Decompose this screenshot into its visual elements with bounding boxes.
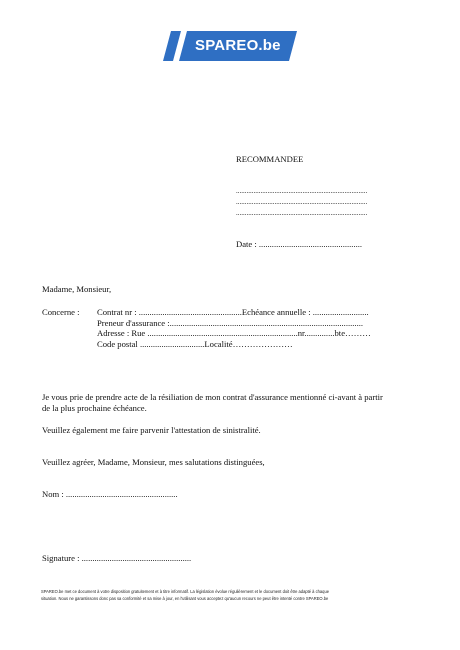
signature-line: Signature : ................................................... — [42, 553, 192, 563]
footer-disclaimer — [41, 588, 421, 602]
address-line-2: ........................................................................... — [236, 198, 368, 206]
body-paragraph-1-line-1: Je vous prie de prendre acte de la résiliation de mon contrat d'assurance mentionné ci-avant à partir — [42, 392, 383, 402]
concerne-label: Concerne : — [42, 307, 80, 317]
spareo-logo — [163, 31, 297, 61]
body-paragraph-1-line-2: de la plus prochaine échéance. — [42, 403, 147, 413]
closing-formula: Veuillez agréer, Madame, Monsieur, mes salutations distinguées, — [42, 457, 265, 467]
name-line: Nom : .................................................... — [42, 489, 178, 499]
logo-text: SPAREO.be — [195, 37, 281, 54]
concerne-address-line: Adresse : Rue ......................................................................nr..............bte……… — [97, 328, 371, 338]
concerne-postal-line: Code postal ..............................Localité………………… — [97, 339, 293, 349]
body-paragraph-2: Veuillez également me faire parvenir l'attestation de sinistralité. — [42, 425, 261, 435]
footer-line-2: situation. Nous ne garantissons donc pas sa conformité et sa mise à jour, en l'utilisant vous acceptez qu'aucun recours ne peut être intenté contre SPAREO.be — [41, 596, 329, 601]
greeting: Madame, Monsieur, — [42, 284, 112, 294]
date-line: Date : ................................................ — [236, 239, 363, 249]
address-line-3: ........................................................................... — [236, 209, 368, 217]
recommandee-heading: RECOMMANDEE — [236, 154, 304, 164]
concerne-preneur-line: Preneur d'assurance :.......................................................................................... — [97, 318, 364, 328]
footer-line-1: SPAREO.be met ce document à votre disposition gratuitement et à titre informatif. La législation évolue régulièrement et le document doit être adapté à chaque — [41, 589, 330, 594]
address-line-1: ........................................................................... — [236, 187, 368, 195]
concerne-contract-line: Contrat nr : ................................................Echéance annuelle : .......................... — [97, 307, 369, 317]
